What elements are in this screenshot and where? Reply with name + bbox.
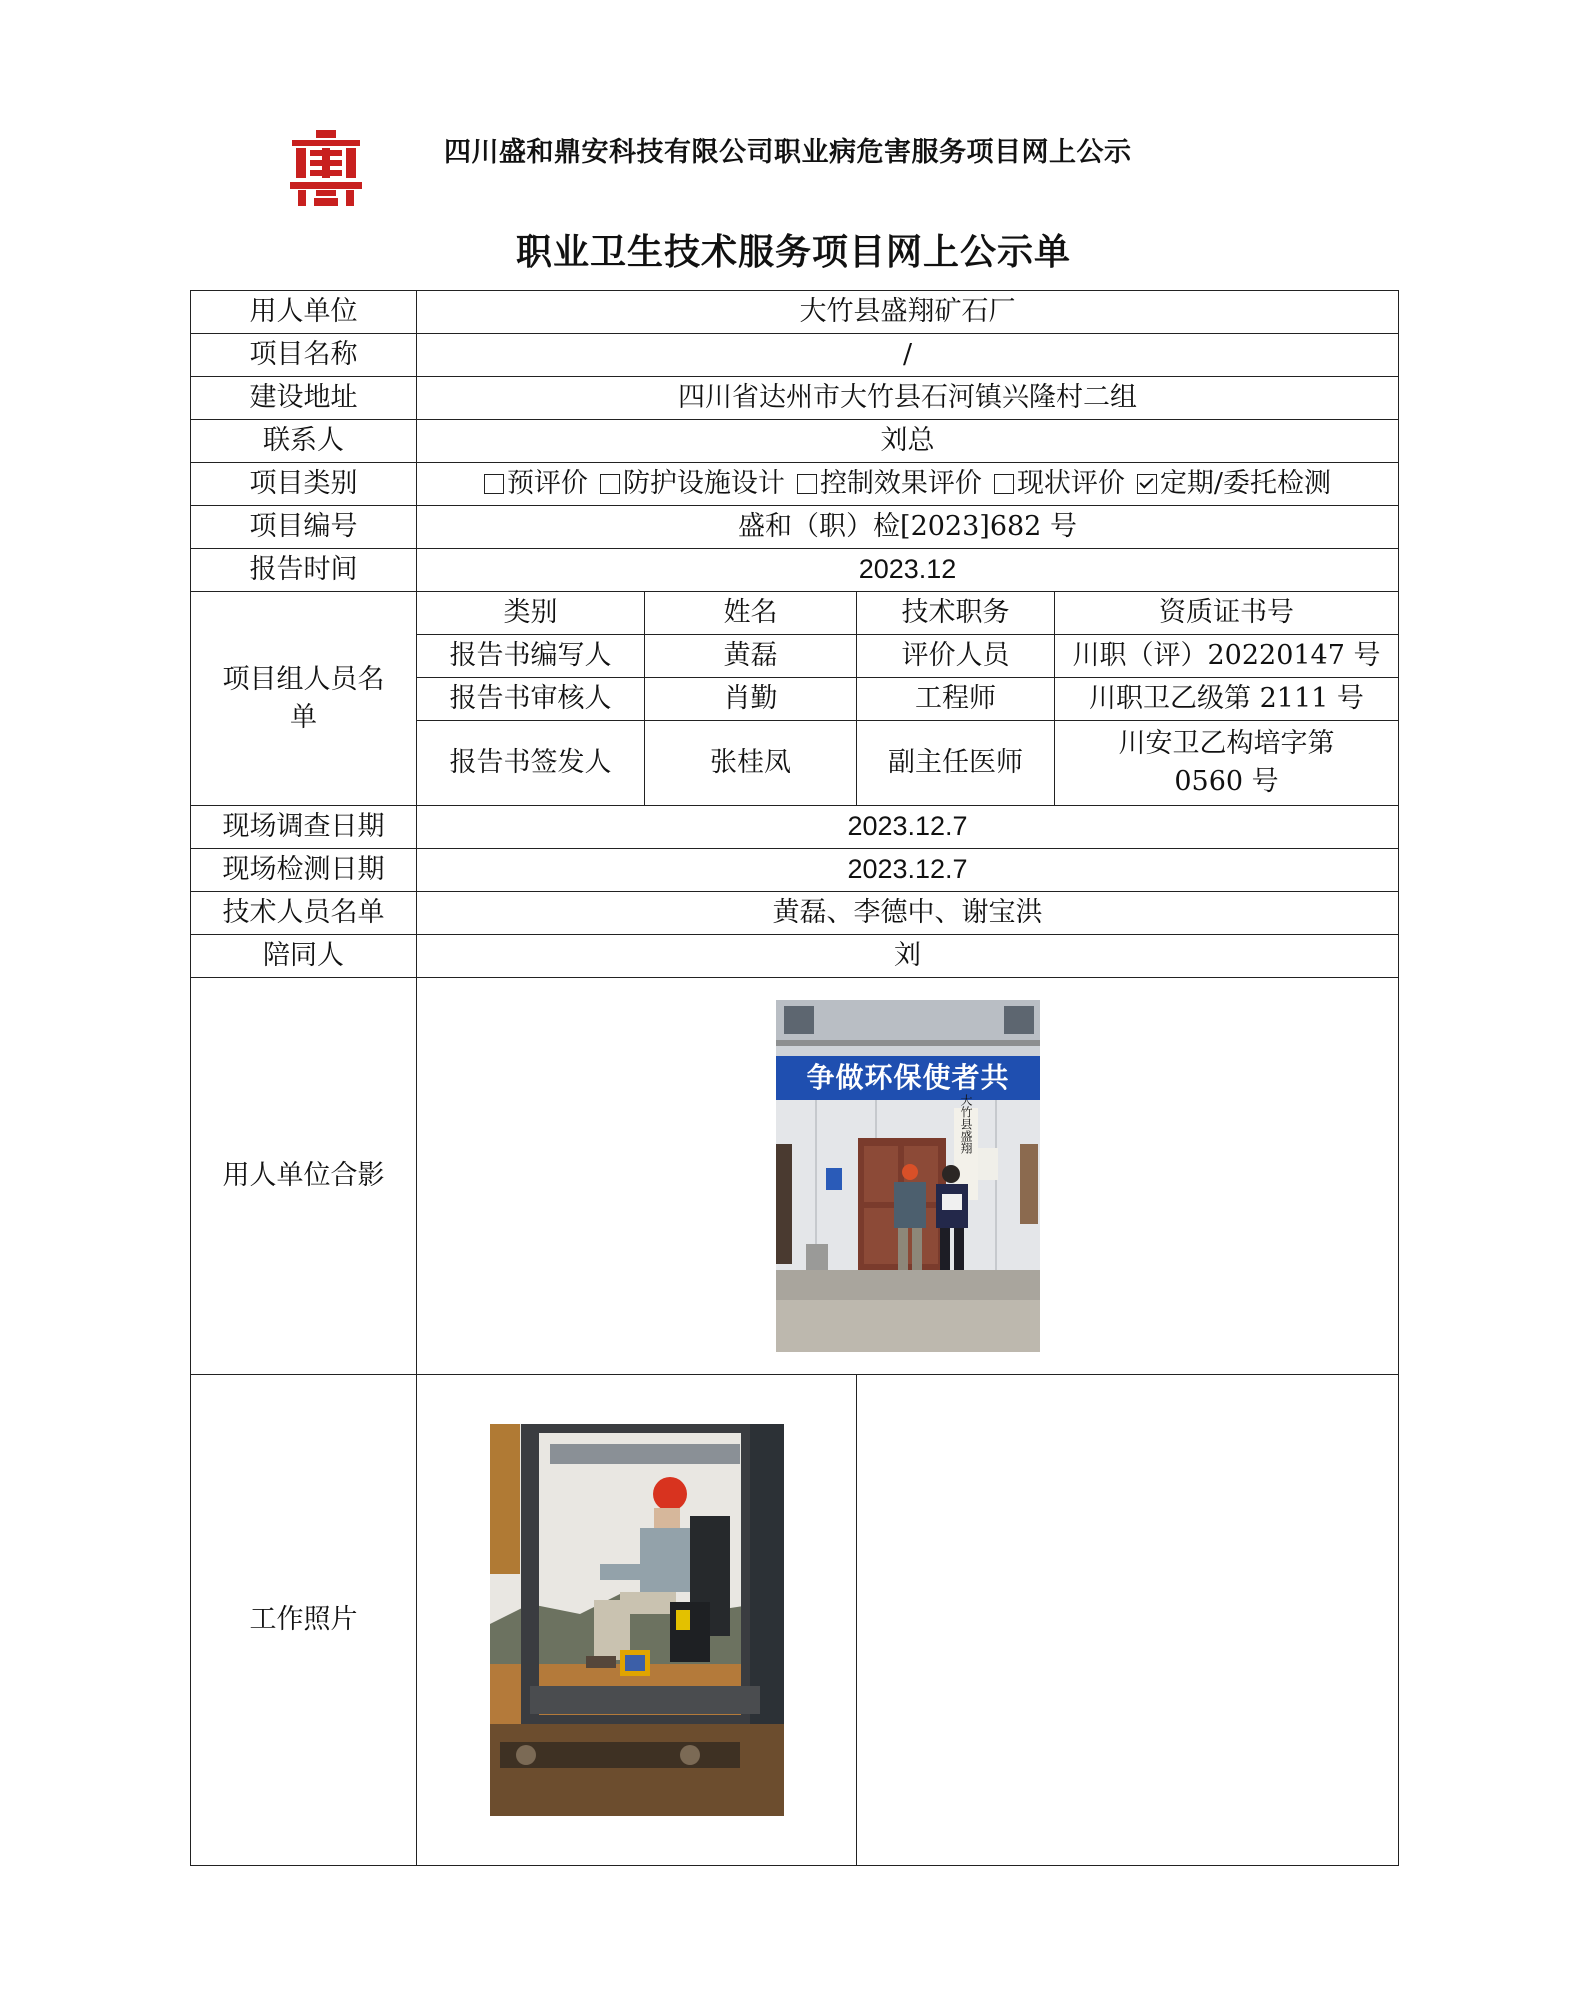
checkbox-checked-icon: [1137, 474, 1157, 494]
test-date-value: 2023.12.7: [417, 849, 1399, 892]
team-cell: 报告书审核人: [417, 678, 645, 721]
team-cell: 川安卫乙构培字第 0560 号: [1055, 721, 1399, 806]
checkbox-icon: [994, 474, 1014, 494]
address-value: 四川省达州市大竹县石河镇兴隆村二组: [417, 377, 1399, 420]
project-name-label: 项目名称: [191, 334, 417, 377]
row-contact: [191, 420, 1399, 463]
survey-date-label: 现场调查日期: [191, 806, 417, 849]
row-group-photo: [191, 978, 1399, 1375]
category-options: [417, 463, 1399, 506]
row-report-time: [191, 549, 1399, 592]
team-header-cell: 资质证书号: [1055, 592, 1399, 635]
team-cell: 副主任医师: [857, 721, 1055, 806]
row-survey-date: [191, 806, 1399, 849]
row-project-name: [191, 334, 1399, 377]
banner-text: 争做环保使者共: [805, 1061, 1010, 1094]
document-title: 职业卫生技术服务项目网上公示单: [515, 231, 1071, 273]
escort-value: 刘: [417, 935, 1399, 978]
team-header-cell: 类别: [417, 592, 645, 635]
group-photo-label: 用人单位合影: [191, 978, 417, 1375]
report-time-label: 报告时间: [191, 549, 417, 592]
checkbox-icon: [797, 474, 817, 494]
team-header-row: [191, 592, 1399, 635]
row-employer: [191, 291, 1399, 334]
contact-label: 联系人: [191, 420, 417, 463]
address-label: 建设地址: [191, 377, 417, 420]
group-photo-cell: [417, 978, 1399, 1375]
row-staff: [191, 892, 1399, 935]
row-test-date: [191, 849, 1399, 892]
team-cell: 报告书编写人: [417, 635, 645, 678]
work-photo-cell: [417, 1375, 857, 1866]
team-cell: 报告书签发人: [417, 721, 645, 806]
team-cell: 川职卫乙级第 2111 号: [1055, 678, 1399, 721]
disclosure-table: [190, 290, 1399, 1866]
survey-date-value: 2023.12.7: [417, 806, 1399, 849]
test-date-label: 现场检测日期: [191, 849, 417, 892]
category-option: 定期/委托检测: [1137, 468, 1331, 499]
checkbox-icon: [484, 474, 504, 494]
employer-value: 大竹县盛翔矿石厂: [417, 291, 1399, 334]
team-cell: 工程师: [857, 678, 1055, 721]
empty-photo-cell: [857, 1375, 1399, 1866]
work-photo-label: 工作照片: [191, 1375, 417, 1866]
team-cell: 黄磊: [645, 635, 857, 678]
category-option: 预评价: [484, 468, 588, 499]
team-cell: 肖勤: [645, 678, 857, 721]
row-work-photo: [191, 1375, 1399, 1866]
team-cell: 评价人员: [857, 635, 1055, 678]
organization-title: 四川盛和鼎安科技有限公司职业病危害服务项目网上公示: [444, 137, 1132, 168]
team-cell: 川职（评）20220147 号: [1055, 635, 1399, 678]
row-escort: [191, 935, 1399, 978]
escort-label: 陪同人: [191, 935, 417, 978]
contact-value: 刘总: [417, 420, 1399, 463]
group-photo-image: [776, 1000, 1040, 1352]
staff-value: 黄磊、李德中、谢宝洪: [417, 892, 1399, 935]
team-cell: 张桂凤: [645, 721, 857, 806]
row-project-no: [191, 506, 1399, 549]
category-option: 现状评价: [994, 468, 1125, 499]
team-header-cell: 姓名: [645, 592, 857, 635]
category-label: 项目类别: [191, 463, 417, 506]
sign-text: 大竹县盛翔: [958, 1094, 973, 1154]
row-category: [191, 463, 1399, 506]
team-header-cell: 技术职务: [857, 592, 1055, 635]
category-option: 控制效果评价: [797, 468, 982, 499]
project-name-value: /: [417, 334, 1399, 377]
team-label: 项目组人员名单: [191, 592, 417, 806]
category-option: 防护设施设计: [600, 468, 785, 499]
work-photo-image: [490, 1424, 784, 1816]
company-logo: [286, 128, 366, 208]
staff-label: 技术人员名单: [191, 892, 417, 935]
employer-label: 用人单位: [191, 291, 417, 334]
report-time-value: 2023.12: [417, 549, 1399, 592]
checkbox-icon: [600, 474, 620, 494]
project-no-label: 项目编号: [191, 506, 417, 549]
project-no-value: 盛和（职）检[2023]682 号: [417, 506, 1399, 549]
row-address: [191, 377, 1399, 420]
